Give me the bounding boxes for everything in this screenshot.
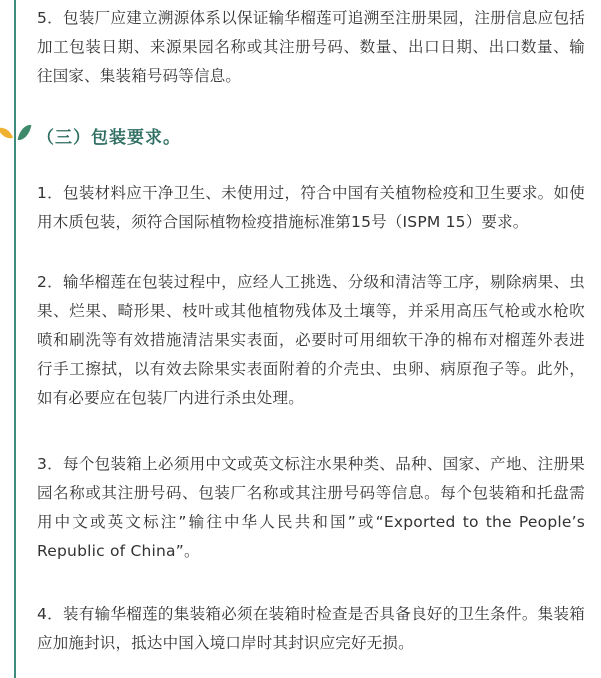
paragraph-item-3: 3．每个包装箱上必须用中文或英文标注水果种类、品种、国家、产地、注册果园名称或其注册号码、包装厂名称或其注册号码等信息。每个包装箱和托盘需用中文或英文标注”输往中华人民共和国”或“Exported to the People’s Republic of China”。 (37, 455, 585, 560)
orange-leaf-icon (0, 125, 13, 142)
section-heading-packaging: （三）包装要求。 (37, 128, 181, 148)
paragraph-item-5: 5．包装厂应建立溯源体系以保证输华榴莲可追溯至注册果园，注册信息应包括加工包装日期、来源果园名称或其注册号码、数量、出口日期、出口数量、输往国家、集装箱号码等信息。 (37, 9, 585, 85)
paragraph-item-4: 4．装有输华榴莲的集装箱必须在装箱时检查是否具备良好的卫生条件。集装箱应加施封识，抵达中国入境口岸时其封识应完好无损。 (37, 605, 585, 652)
paragraph-item-2: 2．输华榴莲在包装过程中，应经人工挑选、分级和清洁等工序，剔除病果、虫果、烂果、畸形果、枝叶或其他植物残体及土壤等，并采用高压气枪或水枪吹喷和刷洗等有效措施清洁果实表面，必要时可用细软干净的棉布对榴莲外表进行手工擦拭，以有效去除果实表面附着的介壳虫、虫卵、病原孢子等。此外，如有必要应在包装厂内进行杀虫处理。 (37, 273, 585, 407)
green-leaf-icon (18, 123, 32, 142)
left-vertical-rule (14, 0, 16, 678)
paragraph-item-1: 1．包装材料应干净卫生、未使用过，符合中国有关植物检疫和卫生要求。如使用木质包装，须符合国际植物检疫措施标准第15号（ISPM 15）要求。 (37, 184, 585, 231)
